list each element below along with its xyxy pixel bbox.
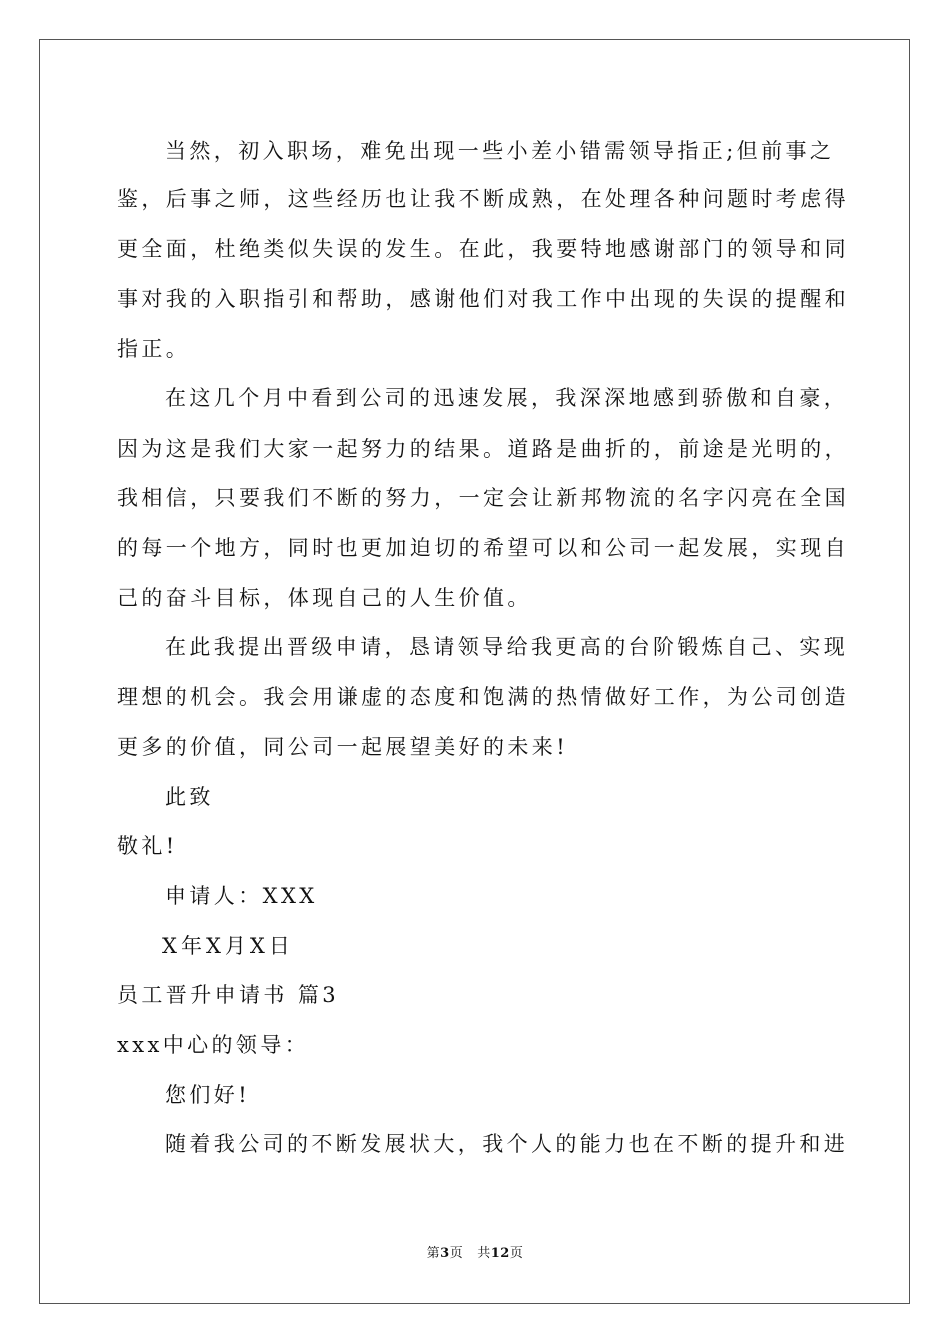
page-number: 3 bbox=[440, 1246, 450, 1261]
closing-line: 此致 bbox=[165, 785, 214, 809]
page-frame bbox=[39, 39, 910, 1304]
paragraph-line: 己的奋斗目标，体现自己的人生价值。 bbox=[117, 586, 532, 610]
paragraph-line: 因为这是我们大家一起努力的结果。道路是曲折的，前途是光明的， bbox=[117, 437, 849, 461]
total-prefix: 共 bbox=[477, 1246, 491, 1261]
paragraph-line: 的每一个地方，同时也更加迫切的希望可以和公司一起发展，实现自 bbox=[117, 536, 849, 560]
total-suffix: 页 bbox=[509, 1246, 524, 1261]
paragraph-line: 当然，初入职场，难免出现一些小差小错需领导指正;但前事之 bbox=[165, 139, 835, 163]
section-title: 员工晋升申请书 篇3 bbox=[117, 983, 340, 1007]
paragraph-line: 事对我的入职指引和帮助，感谢他们对我工作中出现的失误的提醒和 bbox=[117, 287, 849, 311]
paragraph-line: 更多的价值，同公司一起展望美好的未来! bbox=[117, 735, 569, 759]
page-prefix: 第 bbox=[426, 1246, 441, 1261]
page-footer bbox=[0, 1245, 950, 1263]
paragraph-line: 更全面，杜绝类似失误的发生。在此，我要特地感谢部门的领导和同 bbox=[117, 237, 849, 261]
paragraph-line: 在此我提出晋级申请，恳请领导给我更高的台阶锻炼自己、实现 bbox=[165, 635, 849, 659]
applicant-line: 申请人：XXX bbox=[165, 884, 318, 908]
paragraph-line: 理想的机会。我会用谦虚的态度和饱满的热情做好工作，为公司创造 bbox=[117, 685, 849, 709]
paragraph-line: 在这几个月中看到公司的迅速发展，我深深地感到骄傲和自豪， bbox=[165, 386, 849, 410]
paragraph-line: 指正。 bbox=[117, 337, 191, 361]
greeting-line: 您们好! bbox=[165, 1083, 251, 1107]
date-line: X年X月X日 bbox=[162, 934, 294, 958]
paragraph-line: 鉴，后事之师，这些经历也让我不断成熟，在处理各种问题时考虑得 bbox=[117, 187, 849, 211]
addressee-line: xxx中心的领导： bbox=[117, 1033, 310, 1057]
total-pages: 12 bbox=[490, 1246, 510, 1261]
page-suffix: 页 bbox=[449, 1246, 464, 1261]
salute-line: 敬礼! bbox=[117, 834, 178, 858]
paragraph-line: 随着我公司的不断发展状大，我个人的能力也在不断的提升和进 bbox=[165, 1132, 849, 1156]
paragraph-line: 我相信，只要我们不断的努力，一定会让新邦物流的名字闪亮在全国 bbox=[117, 486, 849, 510]
